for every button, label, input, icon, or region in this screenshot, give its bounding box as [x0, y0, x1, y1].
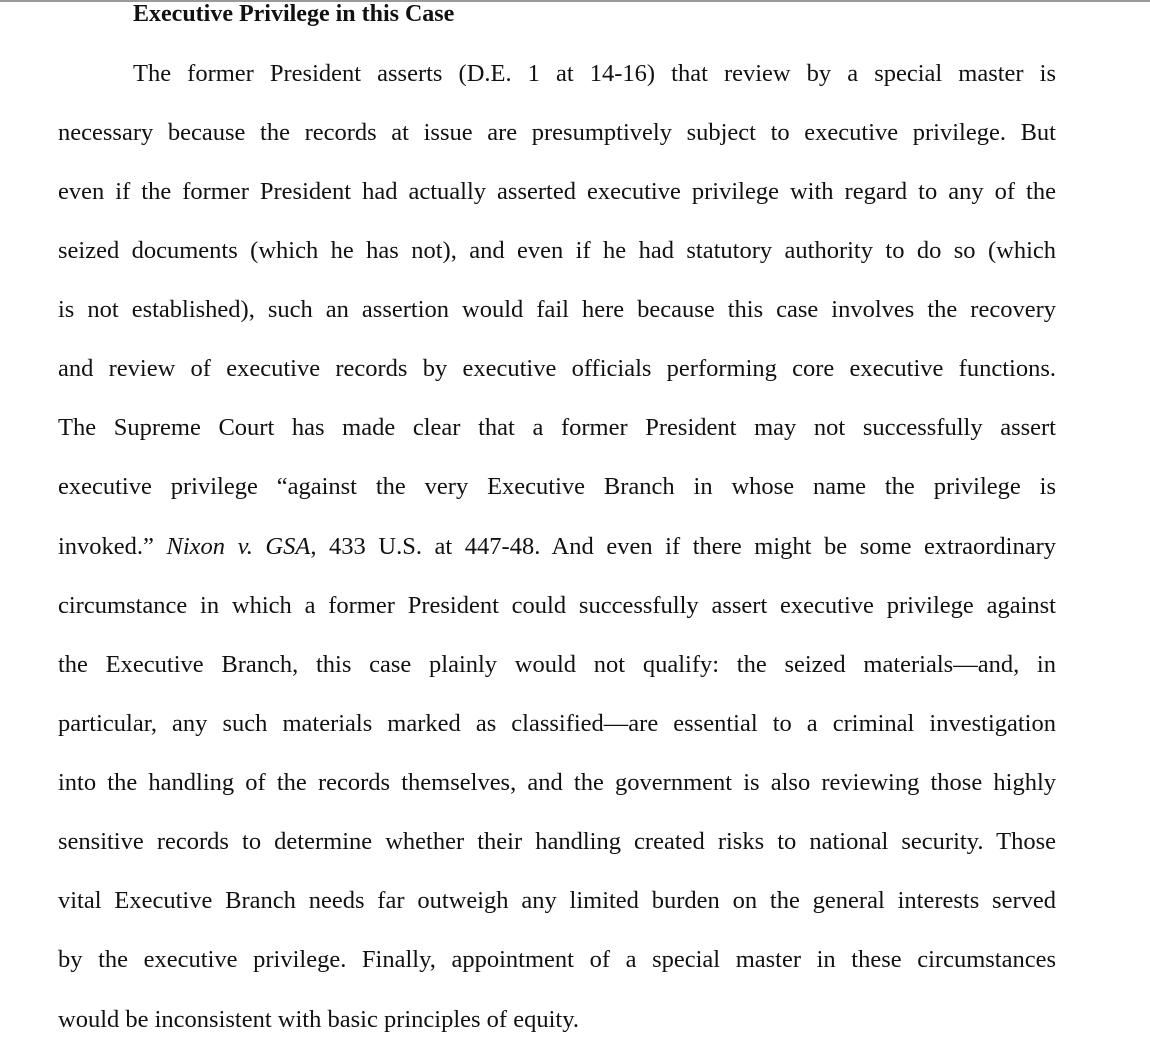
paragraph-line: vital Executive Branch needs far outweigh any limited burden on the general interests served [58, 887, 1056, 914]
paragraph-line: executive privilege “against the very Executive Branch in whose name the privilege is [58, 473, 1056, 500]
paragraph-line: and review of executive records by executive officials performing core executive functions. [58, 355, 1056, 382]
paragraph-line: circumstance in which a former President could successfully assert executive privilege against [58, 592, 1056, 619]
line-text-before-citation: invoked.” [58, 533, 167, 560]
paragraph-line: is not established), such an assertion would fail here because this case involves the recovery [58, 296, 1056, 323]
paragraph-line: particular, any such materials marked as classified—are essential to a criminal investigation [58, 710, 1056, 737]
section-heading: Executive Privilege in this Case [133, 1, 455, 27]
line-text-after-citation: , 433 U.S. at 447-48. And even if there might be some extraordinary [310, 533, 1057, 560]
paragraph-line-with-citation [58, 530, 1056, 564]
case-citation: Nixon v. GSA [166, 533, 311, 560]
paragraph-line: the Executive Branch, this case plainly would not qualify: the seized materials—and, in [58, 651, 1056, 678]
paragraph-line: would be inconsistent with basic principles of equity. [58, 1006, 579, 1033]
paragraph-line: into the handling of the records themselves, and the government is also reviewing those highly [58, 769, 1056, 796]
paragraph-line: necessary because the records at issue are presumptively subject to executive privilege. But [58, 119, 1056, 146]
paragraph-line: seized documents (which he has not), and even if he had statutory authority to do so (which [58, 237, 1056, 264]
paragraph-line: The former President asserts (D.E. 1 at 14-16) that review by a special master is [133, 60, 1056, 87]
paragraph-line: even if the former President had actually asserted executive privilege with regard to any of the [58, 178, 1056, 205]
paragraph-line: sensitive records to determine whether their handling created risks to national security. Those [58, 828, 1056, 855]
paragraph-line: by the executive privilege. Finally, appointment of a special master in these circumstances [58, 946, 1056, 973]
paragraph-line: The Supreme Court has made clear that a former President may not successfully assert [58, 414, 1056, 441]
